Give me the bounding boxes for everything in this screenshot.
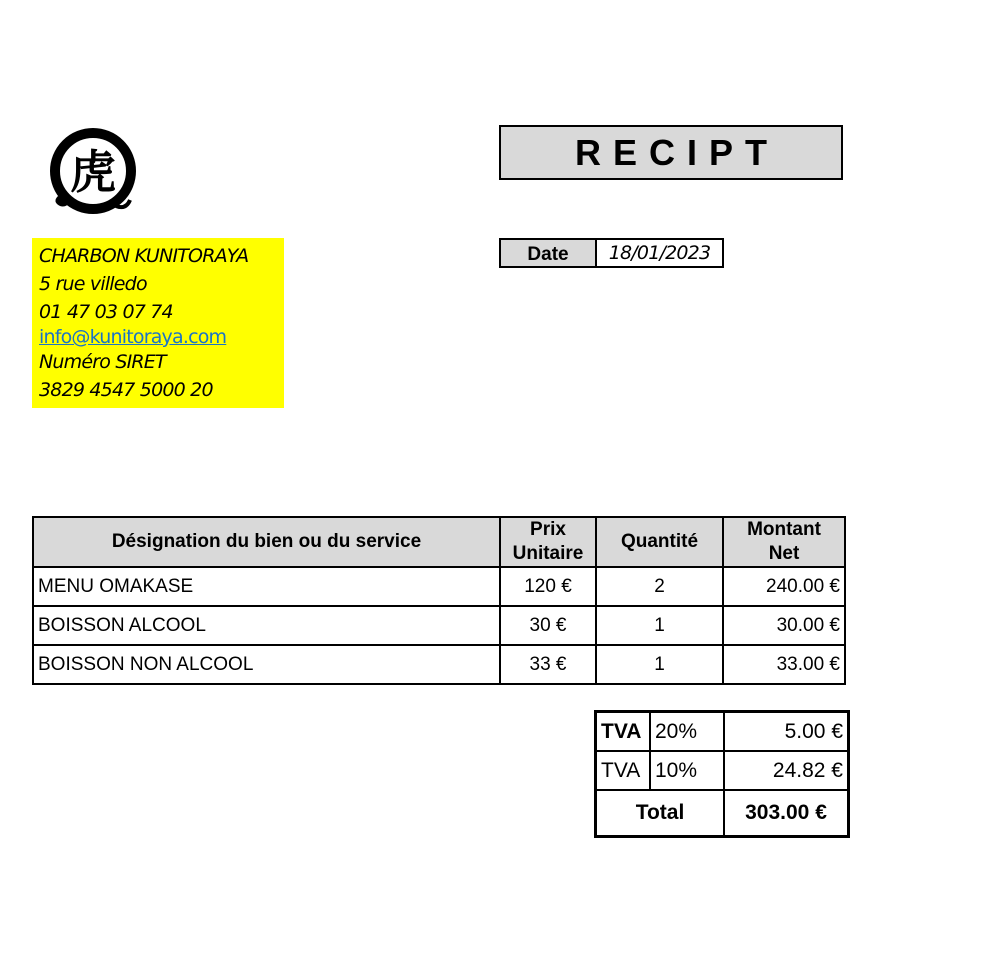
item-quantite: 2 [596, 567, 723, 606]
total-row [596, 790, 849, 837]
company-address: 5 rue villedo [39, 273, 147, 295]
header-prix-text: Prix Unitaire [512, 519, 584, 564]
item-quantite: 1 [596, 606, 723, 645]
logo-character: 虎 [70, 145, 116, 199]
company-phone: 01 47 03 07 74 [39, 301, 173, 323]
tva-rate: 10% [650, 751, 724, 790]
siret-label: Numéro SIRET [39, 351, 166, 373]
tva-amount: 5.00 € [724, 712, 849, 752]
tva-amount: 24.82 € [724, 751, 849, 790]
item-designation: BOISSON NON ALCOOL [33, 645, 500, 684]
date-label: Date [501, 240, 597, 266]
tva-rate: 20% [650, 712, 724, 752]
document-title: RECIPT [499, 125, 843, 180]
siret-number: 3829 4547 5000 20 [39, 379, 213, 401]
items-header-row [33, 517, 845, 567]
items-table [32, 516, 846, 685]
item-montant: 30.00 € [723, 606, 845, 645]
table-row [33, 606, 845, 645]
tva-row [596, 751, 849, 790]
totals-table [594, 710, 850, 838]
item-montant: 33.00 € [723, 645, 845, 684]
date-value: 18/01/2023 [608, 242, 711, 264]
item-designation: BOISSON ALCOOL [33, 606, 500, 645]
header-quantite: Quantité [596, 517, 723, 567]
header-designation: Désignation du bien ou du service [33, 517, 500, 567]
tva-label: TVA [596, 751, 651, 790]
header-montant-net [723, 517, 845, 567]
company-email-link[interactable]: info@kunitoraya.com [39, 326, 227, 348]
table-row [33, 567, 845, 606]
item-prix: 30 € [500, 606, 596, 645]
header-prix-unitaire [500, 517, 596, 567]
tva-row [596, 712, 849, 752]
item-prix: 33 € [500, 645, 596, 684]
item-designation: MENU OMAKASE [33, 567, 500, 606]
item-quantite: 1 [596, 645, 723, 684]
item-montant: 240.00 € [723, 567, 845, 606]
total-label: Total [596, 790, 725, 837]
company-logo [46, 126, 140, 218]
company-info [32, 238, 284, 408]
item-prix: 120 € [500, 567, 596, 606]
total-amount: 303.00 € [724, 790, 849, 837]
date-field [499, 238, 724, 268]
table-row [33, 645, 845, 684]
tva-label: TVA [596, 712, 651, 752]
company-name: CHARBON KUNITORAYA [39, 245, 249, 267]
header-montant-text: Montant Net [747, 519, 821, 564]
